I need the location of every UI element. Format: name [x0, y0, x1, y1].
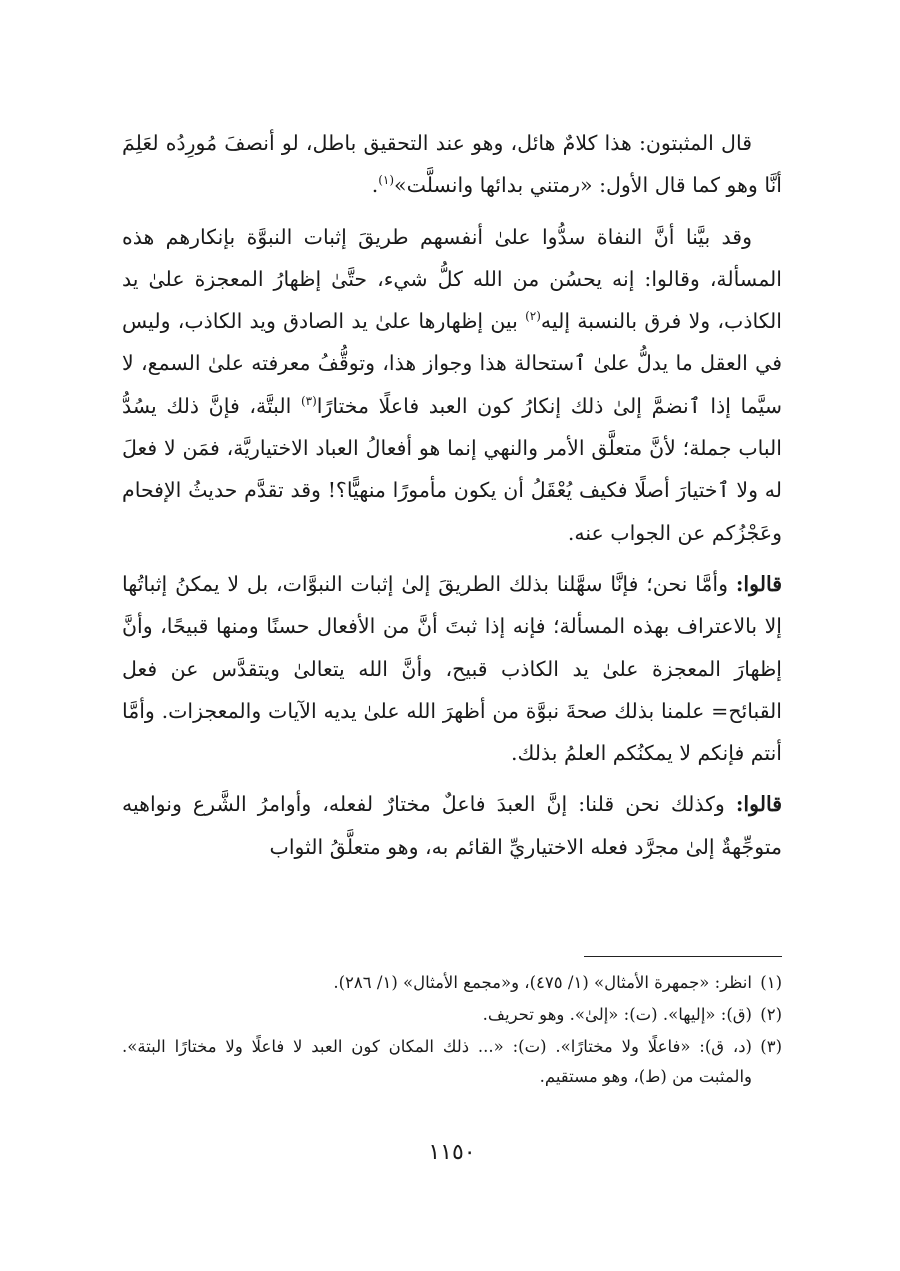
paragraph-1	[122, 122, 782, 207]
footnote-separator	[584, 956, 782, 957]
paragraph-2-tail: بين إظهارها علىٰ يد الصادق ويد الكاذب، وليس في العقل ما يدلُّ علىٰ ٱستحالة هذا وجواز هذا، وتوقُّفُ معرفته علىٰ السمع، لا سيَّما إذا ٱنضمَّ إلىٰ ذلك إنكارُ كون العبد فاعلًا مختارًا	[122, 309, 782, 418]
paragraph-3	[122, 563, 782, 774]
document-page	[122, 122, 782, 1222]
footnote-2-number: (٢)	[760, 1005, 782, 1024]
footnote-ref-3[interactable]: (٣)	[300, 393, 317, 408]
paragraph-1-text: قال المثبتون: هذا كلامٌ هائل، وهو عند التحقيق باطل، لو أنصفَ مُورِدُه لعَلِمَ أنَّا وهو كما قال الأول: «رمتني بدائها وانسلَّت»	[122, 131, 782, 198]
main-text	[122, 122, 782, 868]
footnote-2-text: (ق): «إليها». (ت): «إلىٰ». وهو تحريف.	[482, 1005, 752, 1024]
footnote-3-number: (٣)	[760, 1037, 782, 1056]
paragraph-2	[122, 216, 782, 554]
paragraph-4-text: وكذلك نحن قلنا: إنَّ العبدَ فاعلٌ مختارٌ لفعله، وأوامرُ الشَّرع ونواهيه متوجِّهةٌ إلىٰ مجرَّد فعله الاختياريِّ القائم به، وهو متعلَّقُ الثواب	[122, 792, 782, 859]
paragraph-3-lead: قالوا:	[735, 571, 782, 596]
footnote-1-text: انظر: «جمهرة الأمثال» (١/ ٤٧٥)، و«مجمع الأمثال» (١/ ٢٨٦).	[333, 973, 752, 992]
footnote-3	[122, 1032, 782, 1092]
paragraph-4-lead: قالوا:	[735, 792, 782, 817]
paragraph-1-tail: .	[371, 173, 379, 198]
footnote-3-text: (د، ق): «فاعلًا ولا مختارًا». (ت): «... ذلك المكان كون العبد لا فاعلًا ولا مختارًا البتة». والمثبت من (ط)، وهو مستقيم.	[122, 1037, 752, 1086]
footnotes	[122, 968, 782, 1094]
footnote-ref-1[interactable]: (١)	[378, 173, 395, 188]
paragraph-4	[122, 783, 782, 868]
paragraph-2-tail-2: البتَّة، فإنَّ ذلك يسُدُّ الباب جملة؛ لأنَّ متعلَّق الأمر والنهي إنما هو أفعالُ العباد الاختياريَّة، فمَن لا فعلَ له ولا ٱختيارَ أصلًا فكيف يُعْقَلُ أن يكون مأمورًا منهيًّا؟! وقد تقدَّم حديثُ الإفحام وعَجْزُكم عن الجواب عنه.	[122, 393, 782, 545]
paragraph-3-text: وأمَّا نحن؛ فإنَّا سهَّلنا بذلك الطريقَ إلىٰ إثبات النبوَّات، بل لا يمكنُ إثباتُها إلا بالاعتراف بهذه المسألة؛ فإنه إذا ثبتَ أنَّ من الأفعال حسنًا ومنها قبيحًا، وأنَّ إظهارَ المعجزة علىٰ يد الكاذب قبيح، وأنَّ الله يتعالىٰ ويتقدَّس عن فعل القبائح= علمنا بذلك صحةَ نبوَّة من أظهرَ الله علىٰ يديه الآيات والمعجزات. وأمَّا أنتم فإنكم لا يمكنُكم العلمُ بذلك.	[122, 571, 782, 766]
page-number: ١١٥٠	[428, 1140, 476, 1165]
footnote-ref-2[interactable]: (٢)	[525, 309, 541, 324]
footnote-1	[122, 968, 782, 998]
footnote-2	[122, 1000, 782, 1030]
footnote-1-number: (١)	[760, 973, 782, 992]
paragraph-2-text: وقد بيَّنا أنَّ النفاة سدُّوا علىٰ أنفسهم طريقَ إثبات النبوَّة بإنكارهم هذه المسألة، وقالوا: إنه يحسُن من الله كلُّ شيء، حتَّىٰ إظهارُ المعجزة علىٰ يد الكاذب، ولا فرق بالنسبة إليه	[122, 224, 782, 334]
